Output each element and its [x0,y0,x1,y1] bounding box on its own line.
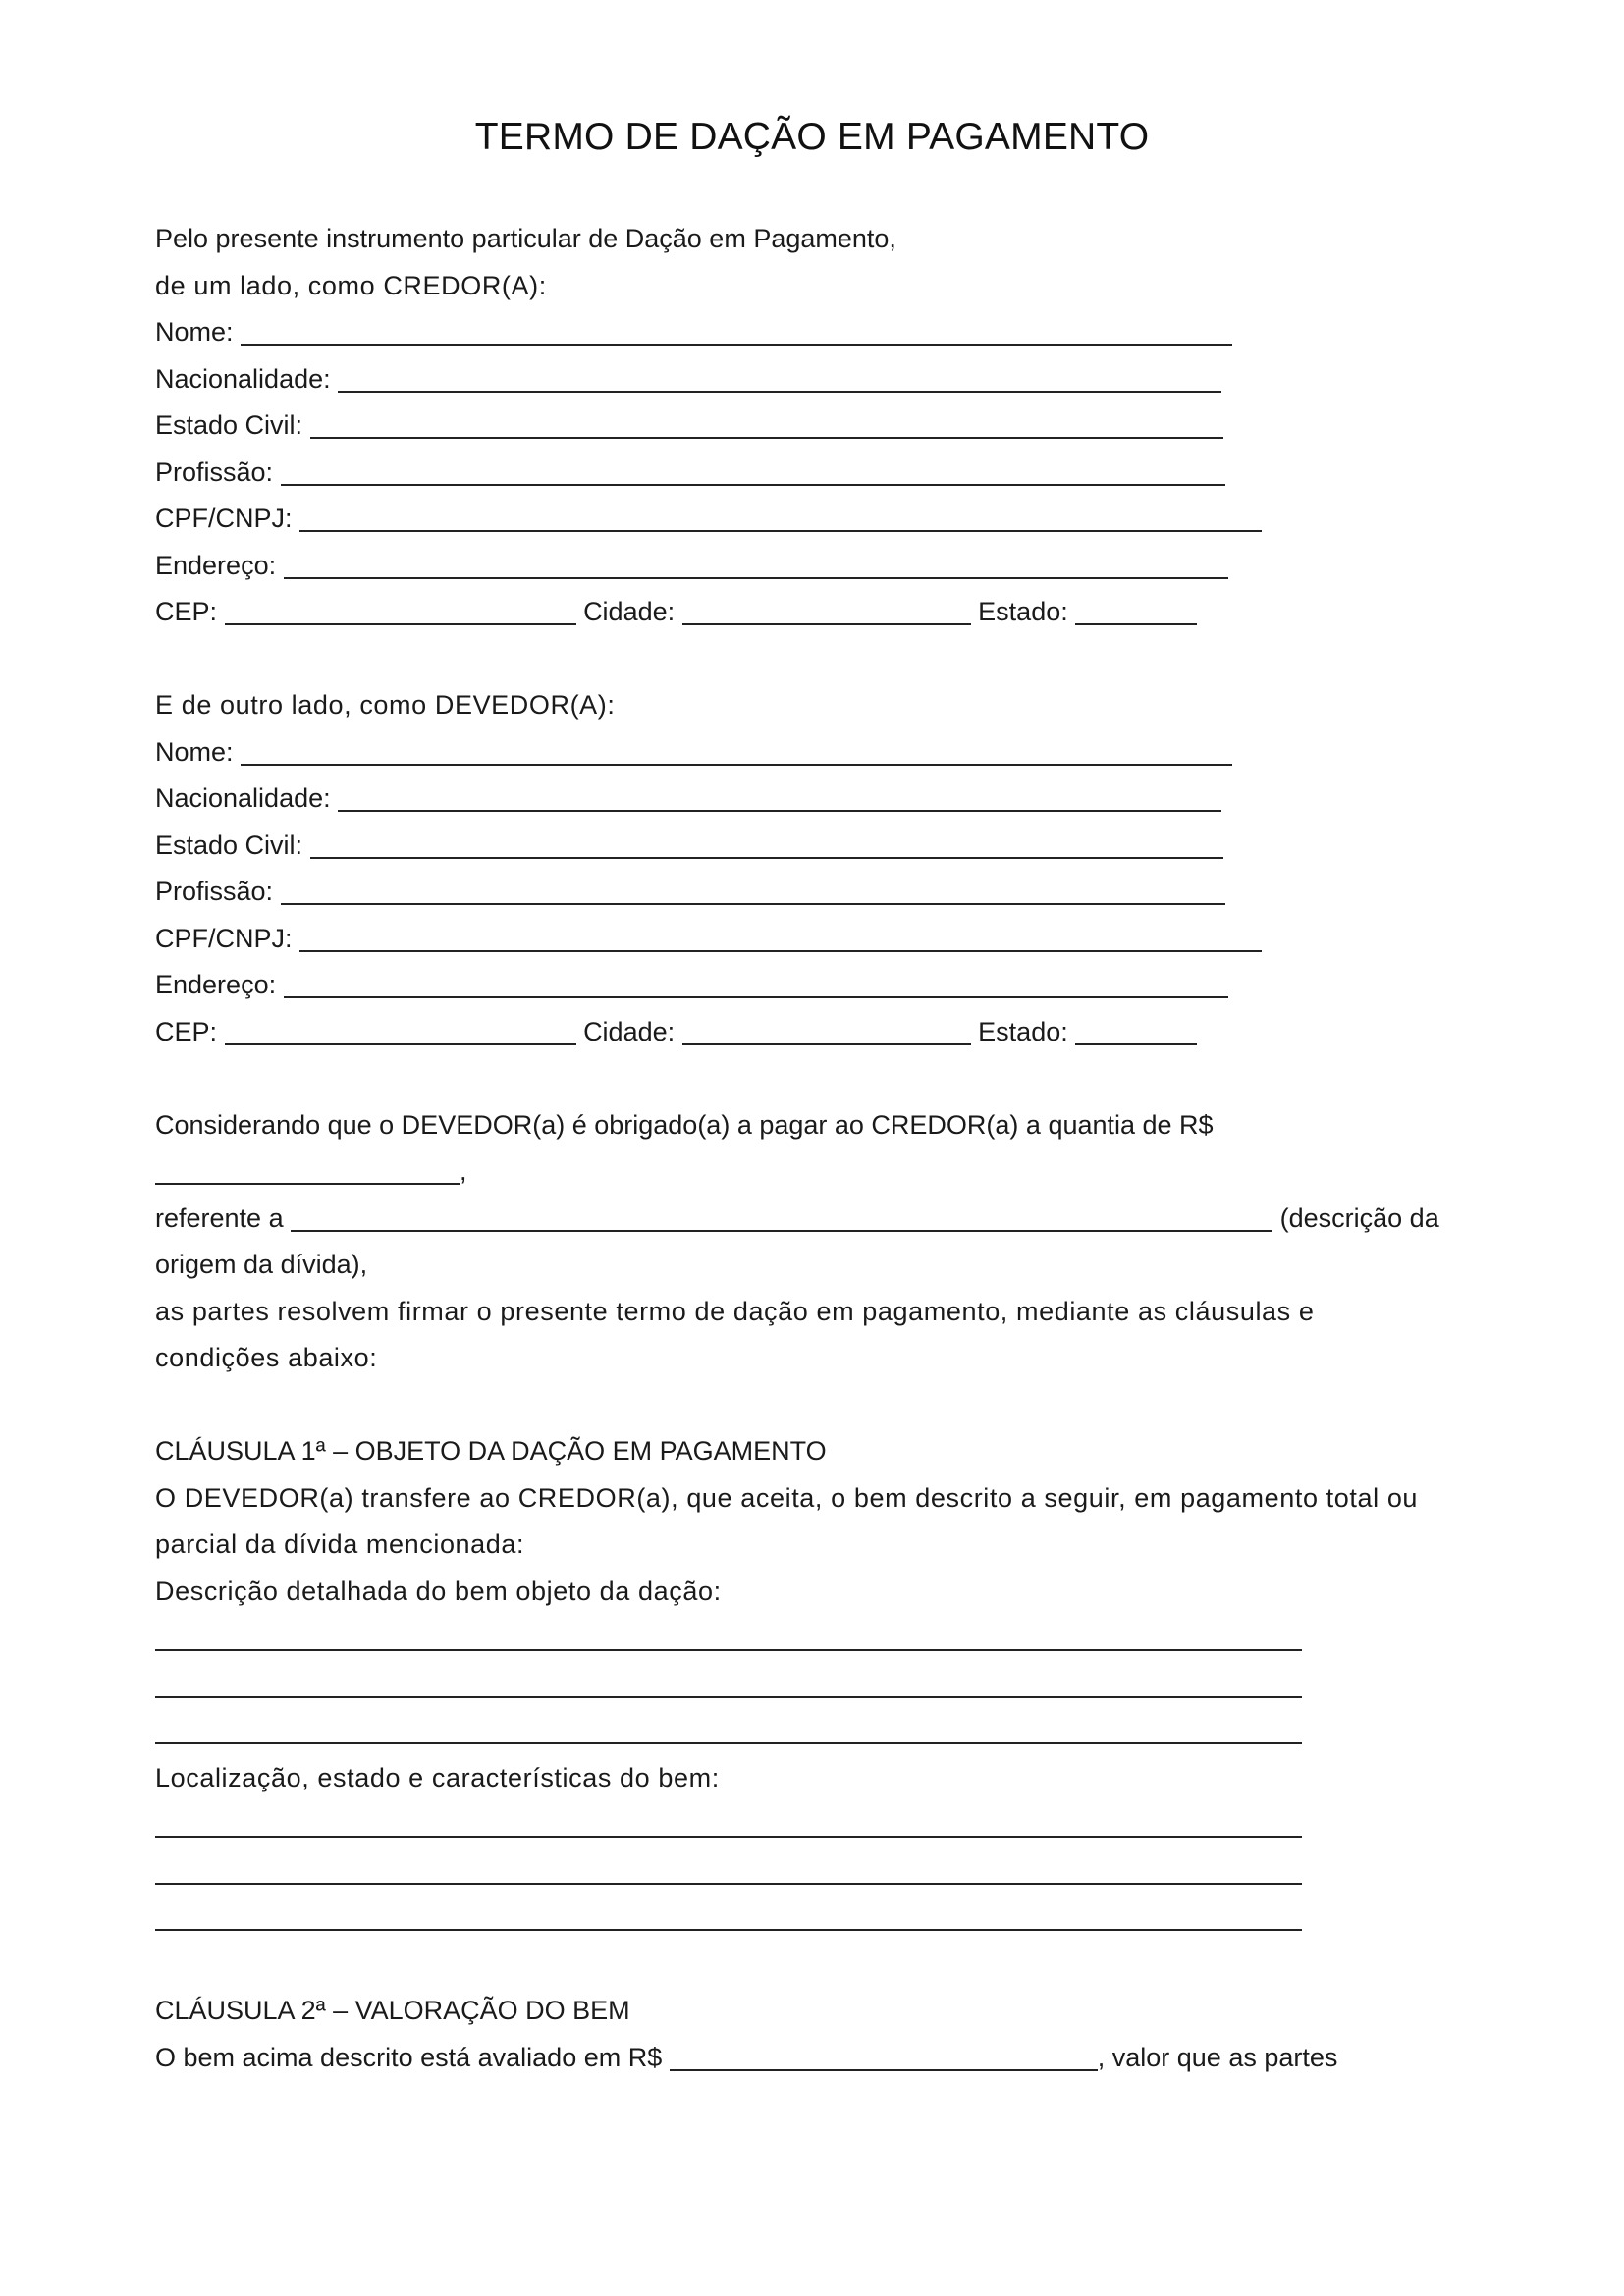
debtor-profissao-label: Profissão: [155,877,274,906]
clause1-localizacao-label: Localização, estado e características do bem: [155,1762,720,1792]
debtor-cpf-field[interactable] [299,921,1262,952]
creditor-estado-civil-field[interactable] [310,407,1223,439]
debtor-estado-label: Estado: [978,1016,1068,1046]
localizacao-line-3 [155,1895,1490,1942]
creditor-cpf-field[interactable] [299,501,1262,532]
localizacao-field-3[interactable] [155,1899,1302,1931]
debtor-profissao-field[interactable] [281,874,1225,905]
clause2-heading: CLÁUSULA 2ª – VALORAÇÃO DO BEM [155,1996,630,2025]
creditor-profissao-row [155,450,1490,497]
document-title: TERMO DE DAÇÃO EM PAGAMENTO [474,116,1150,158]
creditor-nacionalidade-field[interactable] [338,361,1221,393]
considering-line-5: condições abaixo: [155,1343,378,1372]
clause2-text-before: O bem acima descrito está avaliado em R$ [155,2042,663,2072]
clause2-text-after: , valor que as partes [1097,2042,1338,2072]
debt-origin-field[interactable] [291,1201,1272,1232]
creditor-cep-field[interactable] [225,594,576,625]
referente-label: referente a [155,1202,284,1233]
descricao-field-1[interactable] [155,1620,1302,1651]
debtor-endereco-label: Endereço: [155,970,277,999]
debtor-cep-field[interactable] [225,1014,576,1045]
creditor-profissao-field[interactable] [281,454,1225,486]
creditor-nacionalidade-label: Nacionalidade: [155,363,331,394]
creditor-estado-civil-row [155,402,1490,450]
creditor-cpf-label: CPF/CNPJ: [155,504,293,533]
asset-value-field[interactable] [670,2040,1098,2071]
debtor-profissao-row [155,869,1490,916]
considering-referente-row [155,1196,1490,1243]
localizacao-field-2[interactable] [155,1853,1302,1885]
creditor-endereco-field[interactable] [284,548,1228,579]
document-body [155,216,1490,2081]
creditor-cidade-field[interactable] [682,594,971,625]
descricao-line-3 [155,1708,1490,1755]
considering-comma: , [460,1156,467,1186]
creditor-endereco-label: Endereço: [155,550,277,580]
creditor-profissao-label: Profissão: [155,456,274,487]
clause2-text-row [155,2035,1490,2082]
clause1-heading: CLÁUSULA 1ª – OBJETO DA DAÇÃO EM PAGAMENTO [155,1436,827,1466]
clause1-text-1: O DEVEDOR(a) transfere ao CREDOR(a), que aceita, o bem descrito a seguir, em pagamento total ou [155,1482,1419,1513]
debtor-estado-civil-field[interactable] [310,828,1223,859]
debtor-nacionalidade-field[interactable] [338,780,1221,812]
creditor-nome-row [155,309,1490,356]
descricao-line-1 [155,1615,1490,1662]
creditor-cpf-row [155,496,1490,543]
creditor-estado-civil-label: Estado Civil: [155,410,303,440]
clause1-text-2: parcial da dívida mencionada: [155,1529,525,1559]
considering-line-4: as partes resolvem firmar o presente termo de dação em pagamento, mediante as cláusulas e [155,1296,1315,1326]
creditor-endereco-row [155,543,1490,590]
localizacao-field-1[interactable] [155,1806,1302,1838]
localizacao-line-1 [155,1801,1490,1848]
debtor-cpf-row [155,916,1490,963]
clause1-descricao-label: Descrição detalhada do bem objeto da dação: [155,1575,722,1606]
debtor-nome-row [155,729,1490,776]
creditor-nacionalidade-row [155,356,1490,403]
descricao-line-2 [155,1662,1490,1709]
debtor-estado-civil-label: Estado Civil: [155,829,303,860]
debtor-cidade-field[interactable] [682,1014,971,1045]
considering-origem-line: origem da dívida), [155,1250,368,1279]
debtor-cpf-label: CPF/CNPJ: [155,923,293,953]
debtor-heading: E de outro lado, como DEVEDOR(A): [155,690,616,720]
debt-amount-field[interactable] [155,1153,460,1185]
debtor-endereco-row [155,962,1490,1009]
creditor-estado-field[interactable] [1075,594,1197,625]
creditor-nome-field[interactable] [241,314,1232,346]
localizacao-line-2 [155,1848,1490,1896]
creditor-estado-label: Estado: [978,597,1068,626]
debtor-nome-label: Nome: [155,736,234,767]
considering-line-1: Considerando que o DEVEDOR(a) é obrigado(a) a pagar ao CREDOR(a) a quantia de R$ [155,1109,1214,1140]
descricao-field-3[interactable] [155,1713,1302,1744]
intro-line-1: Pelo presente instrumento particular de Dação em Pagamento, [155,224,896,253]
descricao-label: (descrição da [1279,1202,1439,1233]
creditor-cep-row [155,589,1490,636]
debtor-cep-label: CEP: [155,1016,218,1046]
debtor-nome-field[interactable] [241,734,1232,766]
debtor-nacionalidade-row [155,775,1490,823]
intro-line-2: de um lado, como CREDOR(A): [155,270,547,300]
debtor-cidade-label: Cidade: [583,1016,676,1046]
debtor-estado-civil-row [155,823,1490,870]
creditor-nome-label: Nome: [155,317,234,347]
descricao-field-2[interactable] [155,1667,1302,1698]
debtor-estado-field[interactable] [1075,1014,1197,1045]
debtor-nacionalidade-label: Nacionalidade: [155,783,331,813]
creditor-cidade-label: Cidade: [583,597,676,626]
creditor-cep-label: CEP: [155,597,218,626]
debtor-cep-row [155,1009,1490,1056]
debtor-endereco-field[interactable] [284,967,1228,998]
considering-amount-row [155,1148,1490,1196]
